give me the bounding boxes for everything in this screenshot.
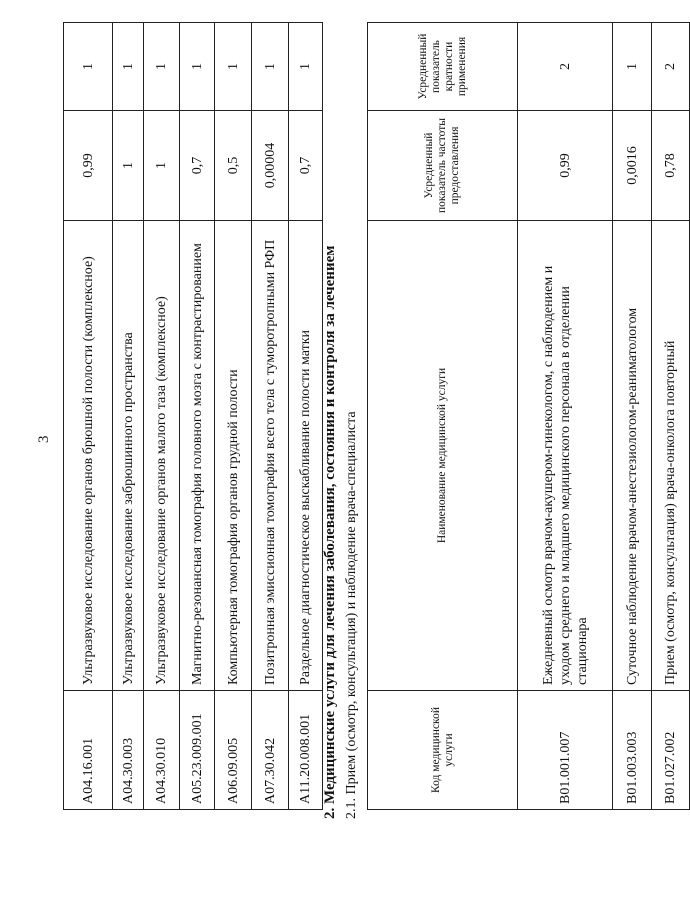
service-code: B01.027.002	[652, 691, 690, 810]
frequency-value: 0,00004	[252, 111, 289, 221]
service-code: A04.16.001	[64, 691, 113, 810]
frequency-value: 1	[113, 111, 144, 221]
multiplicity-value: 1	[180, 23, 215, 111]
subsection-title: 2.1. Прием (осмотр, консультация) и наблюдение врача-специалиста	[344, 411, 359, 819]
service-name: Ежедневный осмотр врачом-акушером-гинекологом, с наблюдением и уходом среднего и младшего медицинского персонала в отделении стационара	[518, 221, 613, 691]
column-header-name: Наименование медицинской услуги	[368, 221, 518, 691]
table-row	[113, 23, 144, 810]
table-row	[518, 23, 613, 810]
multiplicity-value: 1	[144, 23, 180, 111]
specialist-services-table	[367, 22, 690, 810]
multiplicity-value: 1	[64, 23, 113, 111]
page-number: 3	[36, 435, 52, 443]
service-code: B01.001.007	[518, 691, 613, 810]
frequency-value: 0,78	[652, 111, 690, 221]
table-header-row	[368, 23, 518, 810]
frequency-value: 0,0016	[613, 111, 652, 221]
service-name: Позитронная эмиссионная томография всего тела с туморотропными РФП	[252, 221, 289, 691]
table-row	[289, 23, 323, 810]
table-row	[180, 23, 215, 810]
service-name: Ультразвуковое исследование забрюшинного пространства	[113, 221, 144, 691]
multiplicity-value: 1	[289, 23, 323, 111]
table-row	[652, 23, 690, 810]
frequency-value: 0,7	[289, 111, 323, 221]
frequency-value: 0,5	[215, 111, 252, 221]
multiplicity-value: 1	[113, 23, 144, 111]
column-header-code: Код медицинской услуги	[368, 691, 518, 810]
table-row	[215, 23, 252, 810]
service-code: A05.23.009.001	[180, 691, 215, 810]
service-name: Компьютерная томография органов грудной полости	[215, 221, 252, 691]
multiplicity-value: 2	[652, 23, 690, 111]
service-code: A07.30.042	[252, 691, 289, 810]
column-header-multiplicity: Усредненный показатель кратности применения	[368, 23, 518, 111]
multiplicity-value: 1	[613, 23, 652, 111]
frequency-value: 0,99	[64, 111, 113, 221]
service-name: Магнитно-резонансная томография головного мозга с контрастированием	[180, 221, 215, 691]
table-row	[144, 23, 180, 810]
diagnostic-services-table	[63, 22, 323, 810]
multiplicity-value: 1	[252, 23, 289, 111]
frequency-value: 0,7	[180, 111, 215, 221]
service-name: Прием (осмотр, консультация) врача-онколога повторный	[652, 221, 690, 691]
service-code: B01.003.003	[613, 691, 652, 810]
frequency-value: 1	[144, 111, 180, 221]
multiplicity-value: 1	[215, 23, 252, 111]
column-header-frequency: Усредненный показатель частоты предоставления	[368, 111, 518, 221]
service-name: Ультразвуковое исследование органов брюшной полости (комплексное)	[64, 221, 113, 691]
table-row	[252, 23, 289, 810]
multiplicity-value: 2	[518, 23, 613, 111]
service-name: Раздельное диагностическое выскабливание полости матки	[289, 221, 323, 691]
section-title: 2. Медицинские услуги для лечения заболевания, состояния и контроля за лечением	[322, 245, 338, 819]
service-code: A11.20.008.001	[289, 691, 323, 810]
service-code: A04.30.010	[144, 691, 180, 810]
service-name: Суточное наблюдение врачом-анестезиологом-реаниматологом	[613, 221, 652, 691]
service-code: A06.09.005	[215, 691, 252, 810]
table-row	[613, 23, 652, 810]
service-name: Ультразвуковое исследование органов малого таза (комплексное)	[144, 221, 180, 691]
table-row	[64, 23, 113, 810]
frequency-value: 0,99	[518, 111, 613, 221]
service-code: A04.30.003	[113, 691, 144, 810]
